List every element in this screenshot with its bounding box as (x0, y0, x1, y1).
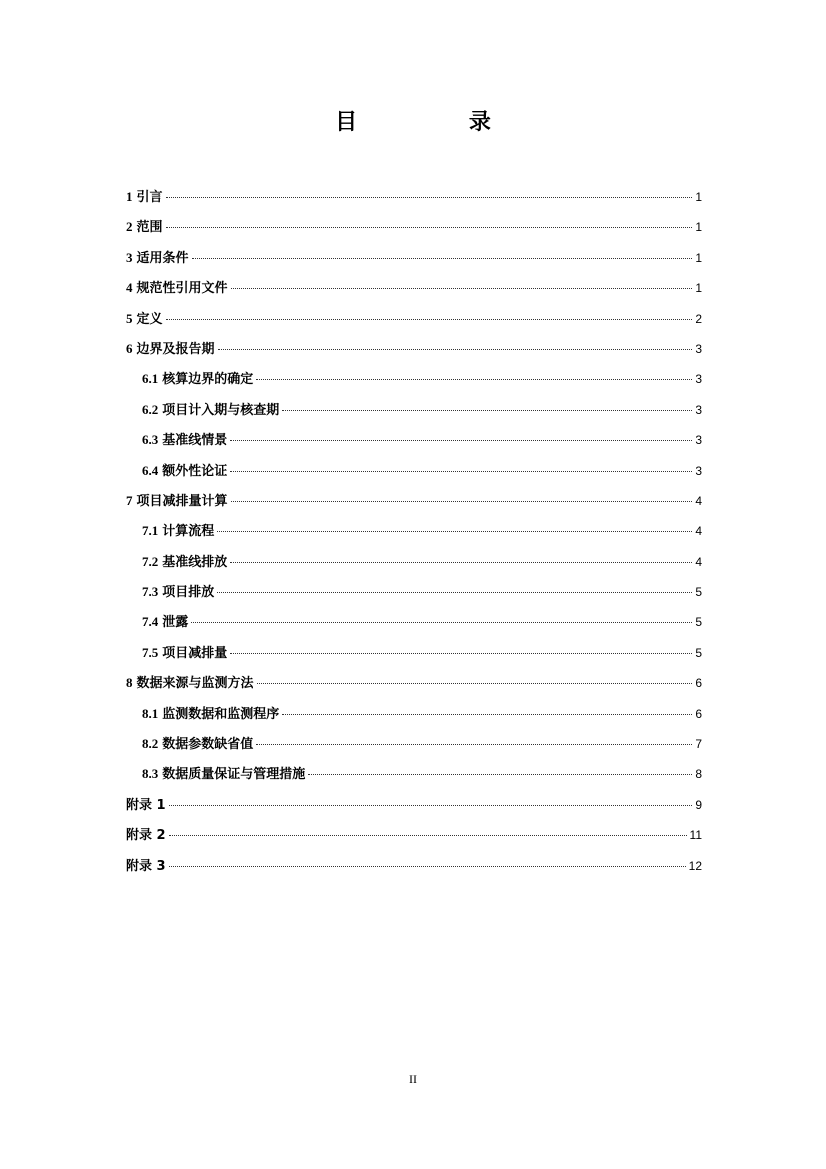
dot-leader (217, 592, 692, 593)
dot-leader (256, 744, 692, 745)
toc-entry-label: 泄露 (162, 615, 189, 631)
toc-entry-number: 6.1 (142, 371, 159, 387)
toc-entry-number: 6.4 (142, 462, 159, 478)
toc-entry-number: 8.2 (142, 736, 159, 752)
toc-entry-label: 附录 3 (126, 858, 166, 874)
dot-leader (256, 379, 692, 380)
toc-entry[interactable] (126, 338, 702, 368)
toc-entry-number: 8.1 (142, 705, 159, 721)
toc-entry-page: 5 (695, 645, 702, 660)
toc-entry-label: 项目计入期与核查期 (162, 402, 280, 418)
toc-entry-page: 3 (695, 402, 702, 417)
toc-entry[interactable] (126, 672, 702, 702)
toc-entry-label: 规范性引用文件 (136, 281, 228, 297)
toc-entry-number: 2 (126, 219, 133, 235)
toc-entry-number: 4 (126, 280, 133, 296)
toc-entry-page: 8 (695, 767, 702, 782)
toc-entry-number: 7.3 (142, 584, 159, 600)
toc-entry[interactable] (126, 460, 702, 490)
dot-leader (282, 714, 692, 715)
dot-leader (282, 410, 692, 411)
toc-entry-page: 2 (695, 311, 702, 326)
dot-leader (230, 471, 692, 472)
toc-entry-label: 附录 2 (126, 828, 166, 844)
toc-entry-number: 5 (126, 310, 133, 326)
toc-entry[interactable] (126, 642, 702, 672)
dot-leader (169, 866, 686, 867)
toc-entry-page: 3 (695, 433, 702, 448)
toc-entry-page: 5 (695, 615, 702, 630)
toc-entry-number: 3 (126, 249, 133, 265)
toc-list (126, 186, 702, 885)
toc-entry-page: 1 (695, 220, 702, 235)
dot-leader (308, 774, 692, 775)
toc-entry-page: 5 (695, 585, 702, 600)
toc-entry[interactable] (126, 551, 702, 581)
toc-entry-page: 3 (695, 341, 702, 356)
toc-entry-number: 7.1 (142, 523, 159, 539)
toc-entry-number: 7 (126, 492, 133, 508)
toc-title: 目 录 (335, 110, 543, 135)
toc-entry-page: 1 (695, 281, 702, 296)
toc-entry-number: 8.3 (142, 766, 159, 782)
toc-entry[interactable] (126, 247, 702, 277)
toc-entry-label: 数据质量保证与管理措施 (162, 767, 306, 783)
toc-entry-number: 6 (126, 340, 133, 356)
dot-leader (217, 531, 692, 532)
dot-leader (166, 197, 693, 198)
toc-entry-page: 11 (689, 828, 702, 843)
dot-leader (166, 227, 693, 228)
toc-entry-label: 计算流程 (162, 524, 215, 540)
toc-entry-page: 4 (695, 554, 702, 569)
toc-entry-label: 附录 1 (126, 797, 166, 813)
toc-entry-number: 7.4 (142, 614, 159, 630)
toc-entry-page: 4 (695, 493, 702, 508)
toc-entry[interactable] (126, 855, 702, 885)
toc-entry-label: 项目减排量 (162, 645, 228, 661)
toc-entry[interactable] (126, 429, 702, 459)
toc-entry-label: 边界及报告期 (136, 341, 215, 357)
toc-entry[interactable] (126, 308, 702, 338)
toc-entry-label: 基准线情景 (162, 433, 228, 449)
dot-leader (231, 501, 693, 502)
toc-entry-page: 6 (695, 676, 702, 691)
toc-entry-label: 基准线排放 (162, 554, 228, 570)
dot-leader (191, 622, 692, 623)
toc-entry[interactable] (126, 520, 702, 550)
toc-entry-page: 1 (695, 250, 702, 265)
toc-entry[interactable] (126, 581, 702, 611)
dot-leader (169, 805, 693, 806)
toc-entry[interactable] (126, 368, 702, 398)
toc-entry[interactable] (126, 399, 702, 429)
toc-entry-label: 范围 (136, 220, 163, 236)
dot-leader (230, 562, 692, 563)
toc-entry-label: 数据参数缺省值 (162, 737, 254, 753)
dot-leader (230, 440, 692, 441)
toc-entry-label: 核算边界的确定 (162, 372, 254, 388)
dot-leader (257, 683, 693, 684)
toc-entry-page: 3 (695, 463, 702, 478)
toc-entry[interactable] (126, 824, 702, 854)
dot-leader (231, 288, 693, 289)
dot-leader (218, 349, 693, 350)
toc-entry-label: 定义 (136, 311, 163, 327)
dot-leader (169, 835, 687, 836)
toc-entry-page: 6 (695, 706, 702, 721)
toc-entry-number: 7.2 (142, 553, 159, 569)
toc-entry-number: 1 (126, 189, 133, 204)
toc-entry-number: 7.5 (142, 644, 159, 660)
toc-entry-label: 项目减排量计算 (136, 493, 228, 509)
dot-leader (230, 653, 692, 654)
toc-entry-page: 7 (695, 737, 702, 752)
toc-entry-page: 4 (695, 524, 702, 539)
page-number: II (409, 1072, 417, 1086)
toc-entry[interactable] (126, 216, 702, 246)
toc-entry[interactable] (126, 490, 702, 520)
dot-leader (192, 258, 693, 259)
toc-entry[interactable] (126, 763, 702, 793)
toc-entry-label: 适用条件 (136, 250, 189, 266)
toc-entry-page: 3 (695, 372, 702, 387)
toc-entry-label: 引言 (136, 190, 163, 205)
toc-entry-page: 9 (695, 797, 702, 812)
toc-entry-number: 8 (126, 675, 133, 691)
toc-entry-label: 额外性论证 (162, 463, 228, 479)
toc-entry-label: 数据来源与监测方法 (136, 676, 254, 692)
toc-entry-page: 12 (688, 858, 702, 873)
dot-leader (166, 319, 693, 320)
toc-entry[interactable] (126, 277, 702, 307)
toc-entry[interactable] (126, 794, 702, 824)
toc-entry-number: 6.2 (142, 401, 159, 417)
toc-entry-label: 监测数据和监测程序 (162, 706, 280, 722)
toc-entry[interactable] (126, 703, 702, 733)
toc-entry-number: 6.3 (142, 432, 159, 448)
toc-entry[interactable] (126, 733, 702, 763)
toc-entry-page: 1 (695, 190, 702, 204)
toc-entry[interactable] (126, 186, 702, 216)
toc-entry[interactable] (126, 611, 702, 641)
toc-entry-label: 项目排放 (162, 585, 215, 601)
